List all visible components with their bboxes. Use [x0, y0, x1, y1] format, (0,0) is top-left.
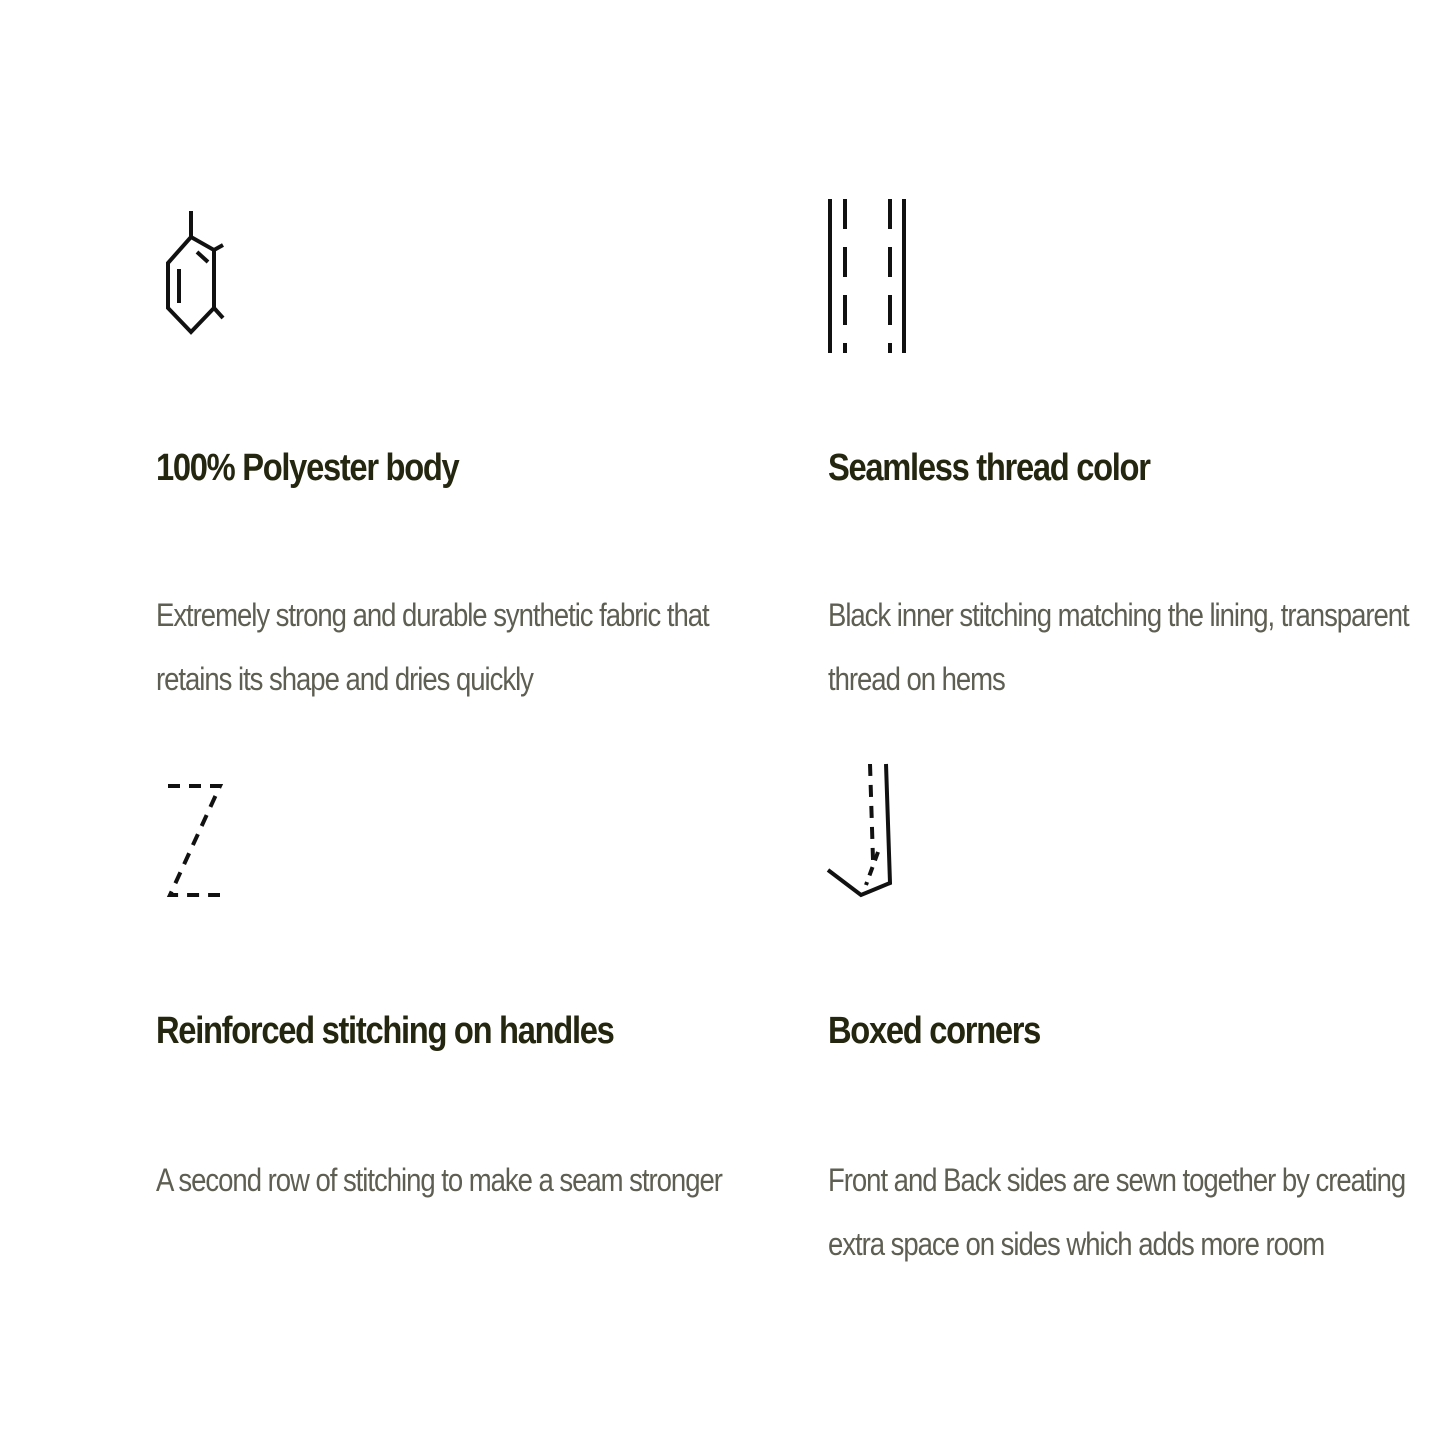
feature-title: Seamless thread color	[828, 447, 1150, 489]
seam-thread-icon	[828, 195, 1445, 355]
boxed-corner-icon	[828, 760, 1445, 920]
feature-description: A second row of stitching to make a seam stronger	[156, 1162, 722, 1198]
feature-description: Black inner stitching matching the lining, transparent thread on hems	[828, 597, 1409, 697]
feature-title: Boxed corners	[828, 1010, 1041, 1052]
feature-thread-color	[828, 195, 1445, 697]
feature-title: 100% Polyester body	[156, 447, 459, 489]
molecule-icon	[156, 205, 776, 365]
feature-title: Reinforced stitching on handles	[156, 1010, 614, 1052]
z-stitch-icon	[156, 760, 776, 920]
feature-description: Extremely strong and durable synthetic fabric that retains its shape and dries quickly	[156, 597, 709, 697]
feature-description: Front and Back sides are sewn together by creating extra space on sides which adds more room	[828, 1162, 1406, 1262]
feature-polyester	[156, 205, 776, 697]
feature-boxed-corners	[828, 760, 1445, 1262]
feature-reinforced-stitching	[156, 760, 776, 1198]
